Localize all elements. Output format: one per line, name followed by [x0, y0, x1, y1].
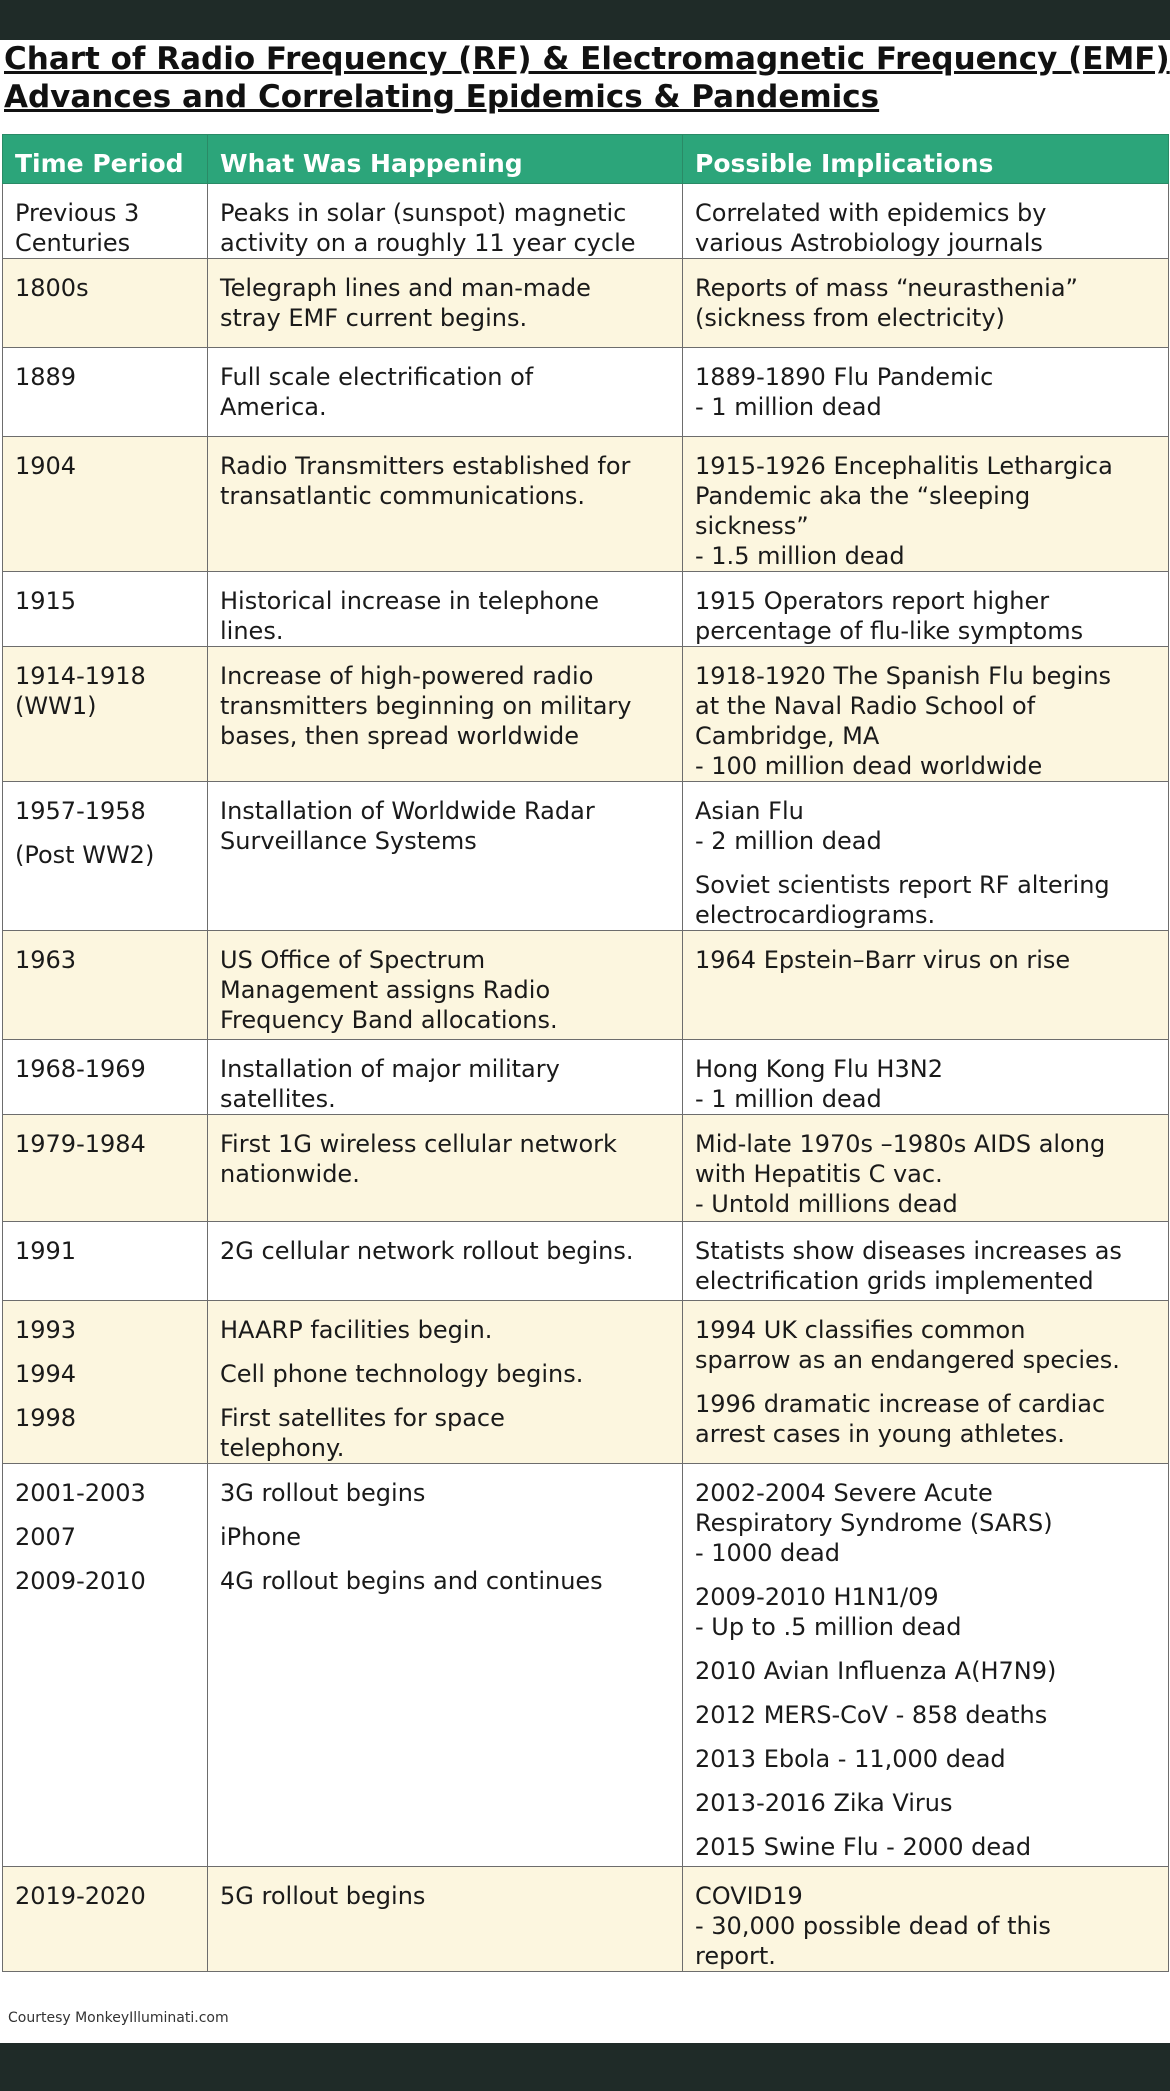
cell-line: HAARP facilities begin.	[220, 1316, 493, 1344]
cell-what-was-happening	[208, 931, 683, 1040]
cell-line: telephony.	[220, 1434, 345, 1462]
cell-what-was-happening	[208, 647, 683, 782]
table-header-row	[3, 135, 1169, 184]
table-row	[3, 1464, 1169, 1867]
cell-time-period	[3, 1464, 208, 1867]
cell-line: Peaks in solar (sunspot) magnetic	[220, 199, 627, 227]
cell-line: 1998	[15, 1404, 77, 1432]
cell-time-period	[3, 1867, 208, 1972]
cell-line: - 100 million dead worldwide	[695, 752, 1043, 780]
cell-line: 1963	[15, 946, 77, 974]
cell-possible-implications	[683, 1222, 1169, 1301]
cell-line: Radio Transmitters established for	[220, 452, 631, 480]
cell-possible-implications	[683, 572, 1169, 647]
cell-time-period	[3, 184, 208, 259]
cell-line: percentage of flu-like symptoms	[695, 617, 1084, 645]
cell-possible-implications	[683, 782, 1169, 931]
cell-line: 1964 Epstein–Barr virus on rise	[695, 946, 1071, 974]
cell-what-was-happening	[208, 1222, 683, 1301]
cell-line: sickness”	[695, 512, 809, 540]
cell-line: 2009-2010	[15, 1567, 146, 1595]
cell-time-period	[3, 1222, 208, 1301]
cell-line: US Office of Spectrum	[220, 946, 486, 974]
cell-line: transatlantic communications.	[220, 482, 586, 510]
cell-line: 5G rollout begins	[220, 1882, 426, 1910]
table-row	[3, 782, 1169, 931]
table-row	[3, 1222, 1169, 1301]
cell-line: 1918-1920 The Spanish Flu begins	[695, 662, 1112, 690]
cell-line: 2013-2016 Zika Virus	[695, 1789, 953, 1817]
cell-line: Correlated with epidemics by	[695, 199, 1047, 227]
cell-line: 1889-1890 Flu Pandemic	[695, 363, 994, 391]
cell-time-period	[3, 647, 208, 782]
column-header-possible-implications: Possible Implications	[683, 135, 1169, 184]
cell-possible-implications	[683, 184, 1169, 259]
cell-time-period	[3, 437, 208, 572]
cell-line: 1800s	[15, 274, 89, 302]
cell-line: 1994	[15, 1360, 77, 1388]
table-body	[3, 184, 1169, 1972]
cell-possible-implications	[683, 931, 1169, 1040]
title-line-2: Advances and Correlating Epidemics & Pandemics	[4, 79, 880, 115]
table-row	[3, 647, 1169, 782]
cell-line: sparrow as an endangered species.	[695, 1346, 1120, 1374]
cell-line: 1994 UK classifies common	[695, 1316, 1026, 1344]
cell-what-was-happening	[208, 1115, 683, 1222]
cell-line: Frequency Band allocations.	[220, 1006, 558, 1034]
cell-line: with Hepatitis C vac.	[695, 1160, 943, 1188]
rf-emf-table	[2, 134, 1169, 1972]
cell-line: lines.	[220, 617, 284, 645]
table-row	[3, 348, 1169, 437]
cell-possible-implications	[683, 259, 1169, 348]
column-header-time-period: Time Period	[3, 135, 208, 184]
page-title	[4, 40, 1170, 116]
cell-line: stray EMF current begins.	[220, 304, 528, 332]
table-row	[3, 1867, 1169, 1972]
cell-line: 2001-2003	[15, 1479, 146, 1507]
cell-line: Installation of major military	[220, 1055, 560, 1083]
footer-credit: Courtesy MonkeyIlluminati.com	[8, 2010, 229, 2026]
cell-line: 1915 Operators report higher	[695, 587, 1050, 615]
cell-line: report.	[695, 1942, 776, 1970]
cell-line: 1996 dramatic increase of cardiac	[695, 1390, 1106, 1418]
cell-line: 2002-2004 Severe Acute	[695, 1479, 993, 1507]
cell-what-was-happening	[208, 572, 683, 647]
table-row	[3, 1301, 1169, 1464]
cell-line: 2009-2010 H1N1/09	[695, 1583, 939, 1611]
table-row	[3, 931, 1169, 1040]
cell-line: electrocardiograms.	[695, 901, 936, 929]
cell-time-period	[3, 1040, 208, 1115]
cell-what-was-happening	[208, 1464, 683, 1867]
cell-line: 2007	[15, 1523, 77, 1551]
cell-line: 1993	[15, 1316, 77, 1344]
cell-line: First 1G wireless cellular network	[220, 1130, 617, 1158]
cell-what-was-happening	[208, 782, 683, 931]
cell-line: 2019-2020	[15, 1882, 146, 1910]
cell-what-was-happening	[208, 437, 683, 572]
table-row	[3, 259, 1169, 348]
table-row	[3, 184, 1169, 259]
cell-what-was-happening	[208, 184, 683, 259]
cell-possible-implications	[683, 437, 1169, 572]
cell-possible-implications	[683, 348, 1169, 437]
cell-line: - Untold millions dead	[695, 1190, 958, 1218]
cell-what-was-happening	[208, 259, 683, 348]
cell-time-period	[3, 1115, 208, 1222]
cell-line: - 1 million dead	[695, 1085, 882, 1113]
cell-line: - 30,000 possible dead of this	[695, 1912, 1051, 1940]
cell-time-period	[3, 931, 208, 1040]
cell-line: Full scale electrification of	[220, 363, 534, 391]
cell-line: 2013 Ebola - 11,000 dead	[695, 1745, 1006, 1773]
cell-line: Asian Flu	[695, 797, 804, 825]
cell-line: Surveillance Systems	[220, 827, 477, 855]
cell-line: 1915-1926 Encephalitis Lethargica	[695, 452, 1113, 480]
cell-line: - 1.5 million dead	[695, 542, 905, 570]
cell-possible-implications	[683, 647, 1169, 782]
cell-line: 1979-1984	[15, 1130, 146, 1158]
cell-line: satellites.	[220, 1085, 336, 1113]
cell-line: 1889	[15, 363, 77, 391]
cell-line: Installation of Worldwide Radar	[220, 797, 595, 825]
cell-line: activity on a roughly 11 year cycle	[220, 229, 636, 257]
cell-line: - 1 million dead	[695, 393, 882, 421]
cell-line: at the Naval Radio School of	[695, 692, 1036, 720]
cell-line: bases, then spread worldwide	[220, 722, 579, 750]
cell-line: 1914-1918	[15, 662, 146, 690]
cell-line: Centuries	[15, 229, 131, 257]
cell-what-was-happening	[208, 1301, 683, 1464]
cell-line: - 2 million dead	[695, 827, 882, 855]
cell-line: 1915	[15, 587, 77, 615]
cell-line: - 1000 dead	[695, 1539, 840, 1567]
cell-line: 4G rollout begins and continues	[220, 1567, 603, 1595]
cell-line: Statists show diseases increases as	[695, 1237, 1122, 1265]
cell-time-period	[3, 348, 208, 437]
cell-time-period	[3, 782, 208, 931]
cell-line: 3G rollout begins	[220, 1479, 426, 1507]
cell-line: 1904	[15, 452, 77, 480]
cell-possible-implications	[683, 1464, 1169, 1867]
cell-line: America.	[220, 393, 327, 421]
cell-line: Mid-late 1970s –1980s AIDS along	[695, 1130, 1106, 1158]
cell-line: 2G cellular network rollout begins.	[220, 1237, 634, 1265]
cell-line: Reports of mass “neurasthenia”	[695, 274, 1078, 302]
cell-line: Historical increase in telephone	[220, 587, 600, 615]
cell-possible-implications	[683, 1115, 1169, 1222]
cell-what-was-happening	[208, 1867, 683, 1972]
table-row	[3, 572, 1169, 647]
table-row	[3, 1115, 1169, 1222]
cell-what-was-happening	[208, 1040, 683, 1115]
cell-line: 2010 Avian Influenza A(H7N9)	[695, 1657, 1057, 1685]
cell-possible-implications	[683, 1040, 1169, 1115]
table-row	[3, 437, 1169, 572]
cell-line: nationwide.	[220, 1160, 360, 1188]
cell-line: Previous 3	[15, 199, 140, 227]
column-header-what-was-happening: What Was Happening	[208, 135, 683, 184]
cell-line: transmitters beginning on military	[220, 692, 632, 720]
title-line-1: Chart of Radio Frequency (RF) & Electromagnetic Frequency (EMF)	[4, 41, 1170, 77]
cell-line: Increase of high-powered radio	[220, 662, 594, 690]
cell-line: Respiratory Syndrome (SARS)	[695, 1509, 1053, 1537]
cell-line: Pandemic aka the “sleeping	[695, 482, 1031, 510]
bottom-bar	[0, 2043, 1170, 2091]
cell-time-period	[3, 259, 208, 348]
cell-line: Soviet scientists report RF altering	[695, 871, 1110, 899]
cell-line: Management assigns Radio	[220, 976, 551, 1004]
cell-possible-implications	[683, 1867, 1169, 1972]
cell-line: First satellites for space	[220, 1404, 505, 1432]
cell-line: 1968-1969	[15, 1055, 146, 1083]
cell-line: Cambridge, MA	[695, 722, 880, 750]
cell-line: Hong Kong Flu H3N2	[695, 1055, 943, 1083]
cell-line: 2012 MERS-CoV - 858 deaths	[695, 1701, 1048, 1729]
cell-line: Telegraph lines and man-made	[220, 274, 591, 302]
cell-possible-implications	[683, 1301, 1169, 1464]
cell-time-period	[3, 572, 208, 647]
cell-time-period	[3, 1301, 208, 1464]
cell-line: arrest cases in young athletes.	[695, 1420, 1065, 1448]
cell-line: Cell phone technology begins.	[220, 1360, 584, 1388]
cell-line: (sickness from electricity)	[695, 304, 1005, 332]
cell-line: various Astrobiology journals	[695, 229, 1043, 257]
cell-line: electrification grids implemented	[695, 1267, 1094, 1295]
cell-line: 1957-1958	[15, 797, 146, 825]
table-row	[3, 1040, 1169, 1115]
cell-line: COVID19	[695, 1882, 803, 1910]
cell-line: 1991	[15, 1237, 77, 1265]
cell-what-was-happening	[208, 348, 683, 437]
cell-line: (WW1)	[15, 692, 97, 720]
cell-line: 2015 Swine Flu - 2000 dead	[695, 1833, 1032, 1861]
cell-line: - Up to .5 million dead	[695, 1613, 962, 1641]
cell-line: iPhone	[220, 1523, 302, 1551]
top-bar	[0, 0, 1170, 40]
cell-line: (Post WW2)	[15, 841, 155, 869]
